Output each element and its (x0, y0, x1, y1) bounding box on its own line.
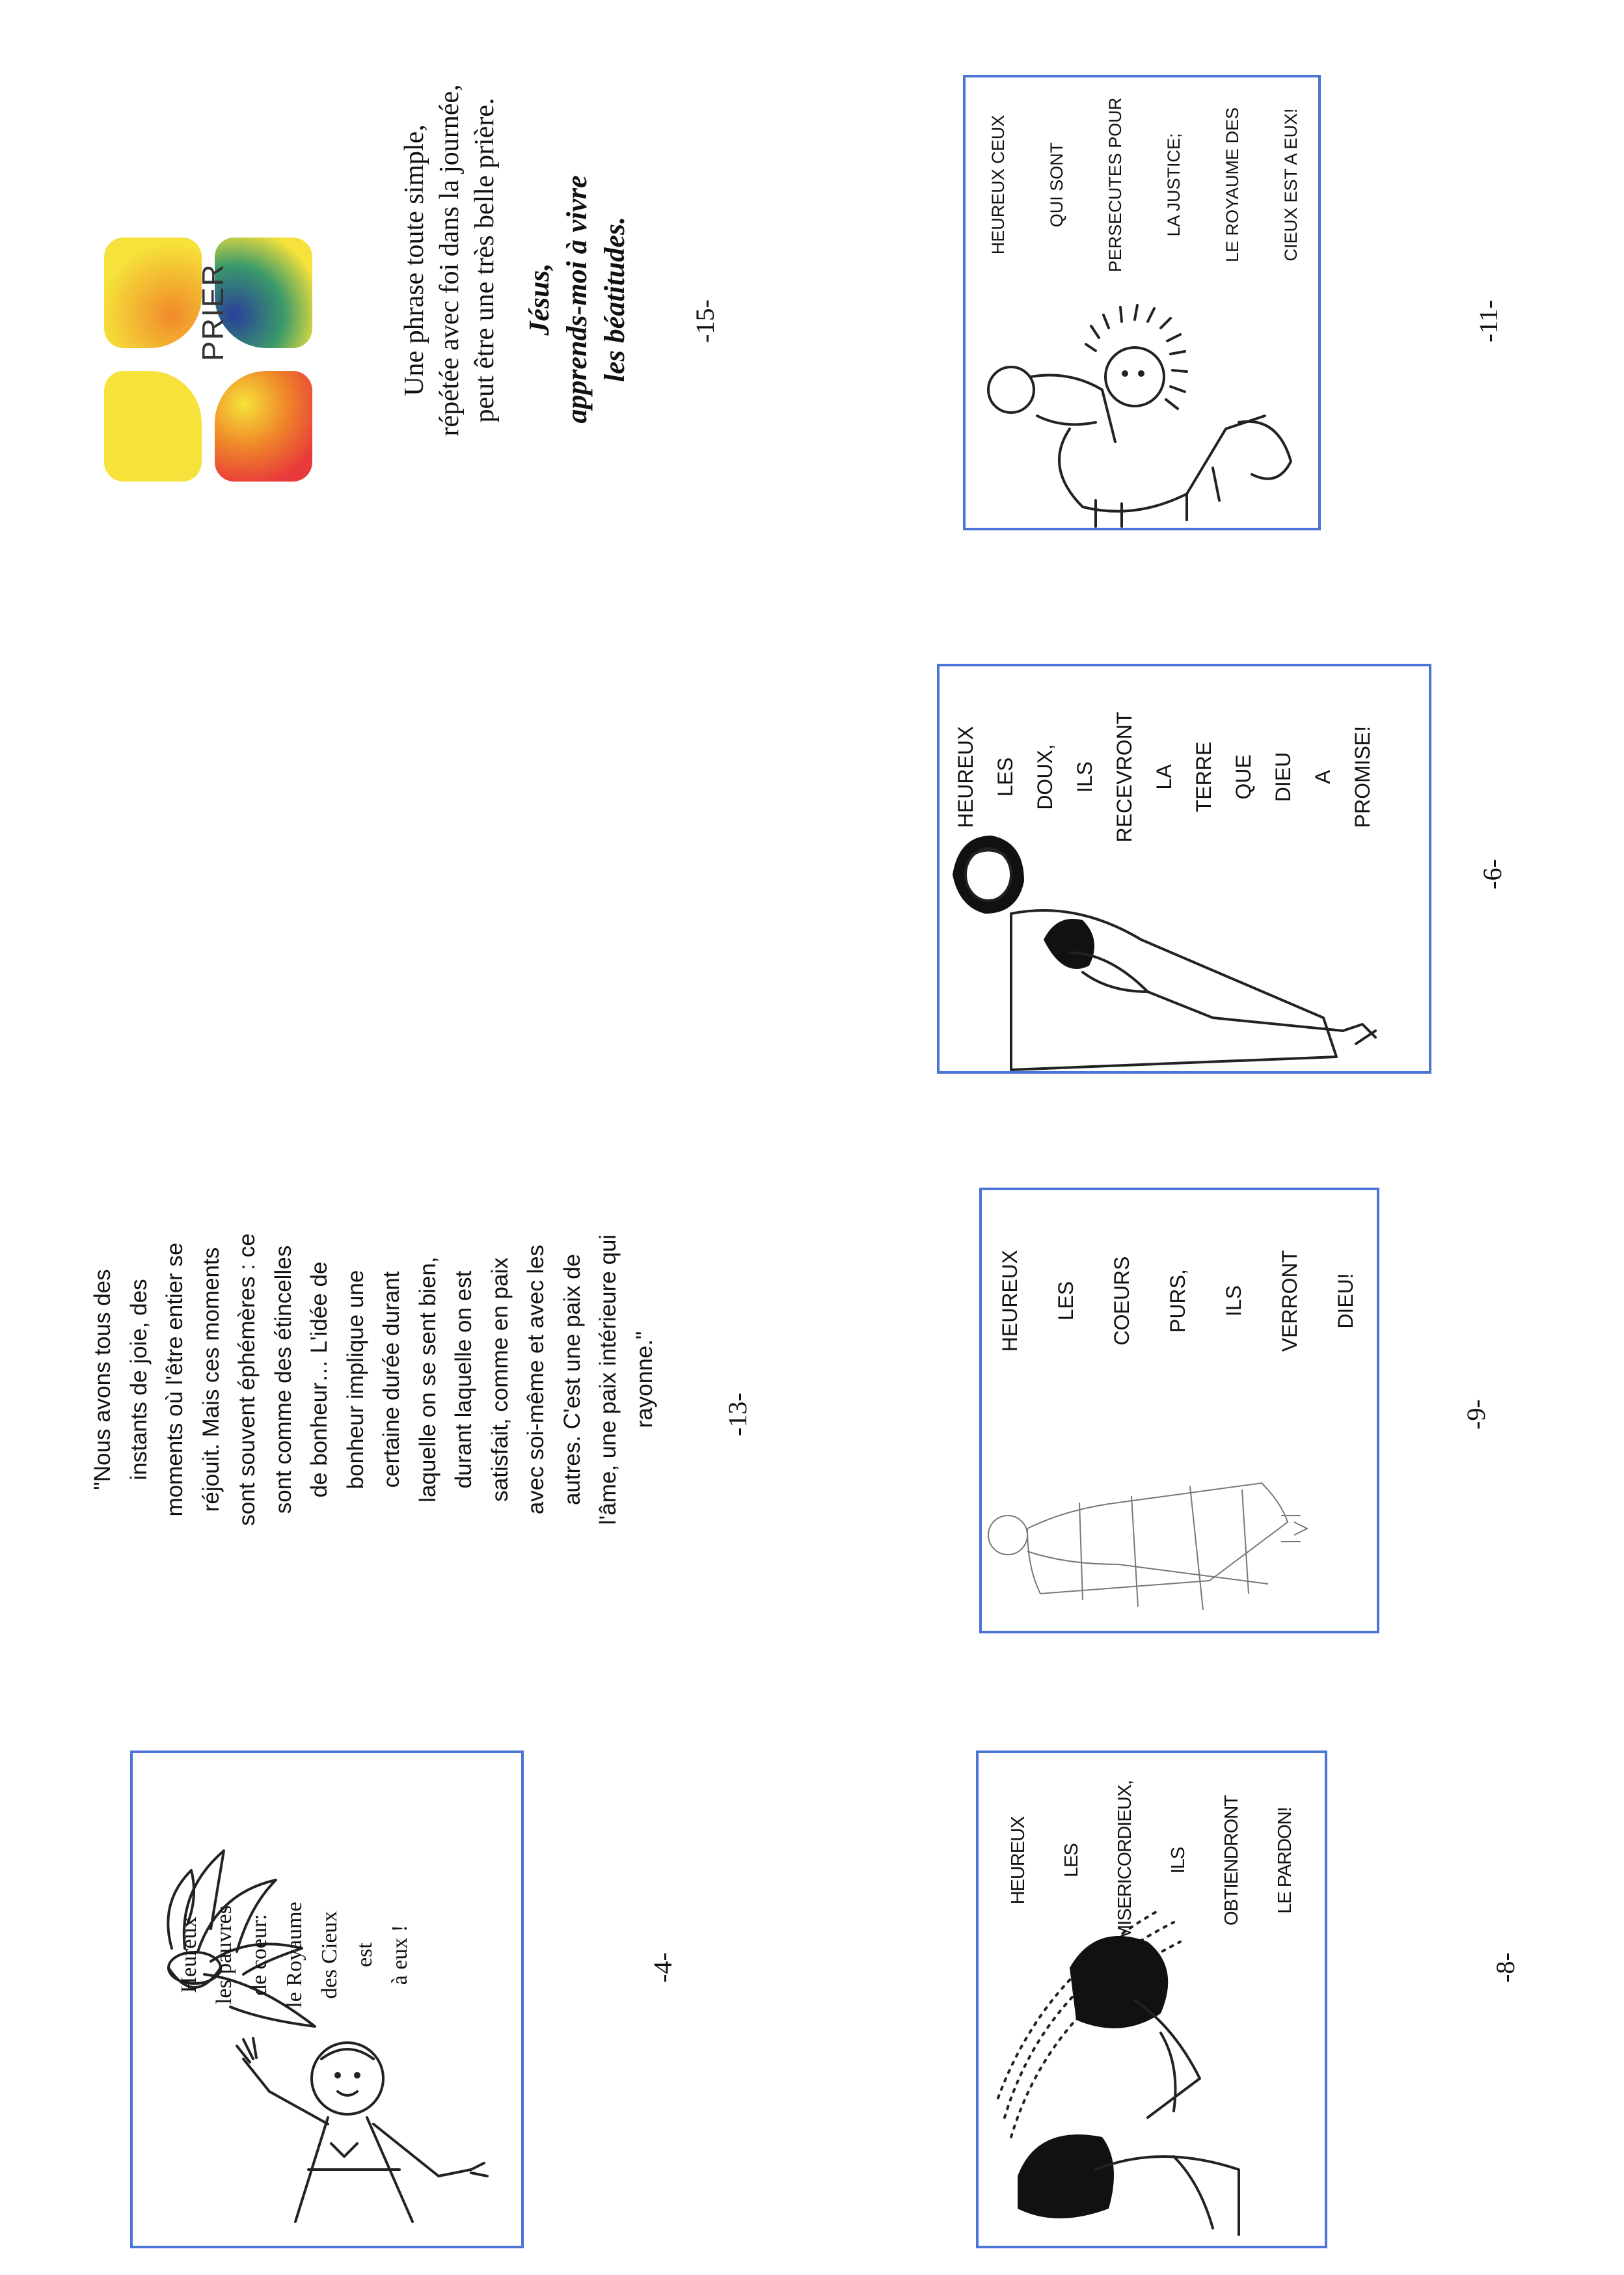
caption-line: HEUREUX (954, 726, 977, 828)
quote-line: réjouit. Mais ces moments (198, 1247, 224, 1512)
prier-line: répétée avec foi dans la journée, (435, 84, 465, 437)
quote-line: sont comme des étincelles (270, 1245, 296, 1514)
quote-line: laquelle on se sent bien, (414, 1257, 440, 1503)
pauvres-caption (172, 1818, 412, 2091)
caption-line: HEUREUX CEUX (988, 115, 1008, 255)
quote-line: durant laquelle on est (451, 1270, 476, 1489)
caption-line: le Royaume (282, 1901, 306, 2008)
caption-line: QUE (1232, 754, 1255, 800)
caption-line: HEUREUX (998, 1249, 1022, 1352)
quote-line: bonheur implique une (342, 1270, 368, 1490)
caption-line: Heureux (177, 1916, 201, 1993)
caption-line: LES (1061, 1844, 1082, 1877)
page-number-9: -9- (1461, 1399, 1491, 1430)
quote-line: l'âme, une paix intérieure qui (595, 1234, 621, 1525)
caption-line: VERRONT (1278, 1249, 1301, 1352)
page-number-8: -8- (1490, 1952, 1520, 1983)
prayer-line: apprends-moi à vivre (561, 175, 593, 424)
prayer-line: les béatitudes. (599, 216, 630, 383)
caption-line: ILS (1222, 1285, 1245, 1317)
caption-line: les pauvres (212, 1905, 236, 2005)
quote-line: instants de joie, des (126, 1279, 152, 1480)
caption-line: LES (994, 757, 1017, 797)
quote-line: rayonne." (631, 1331, 657, 1428)
prier-text (397, 26, 502, 495)
coeurs-purs-caption (982, 1197, 1374, 1405)
caption-line: de coeur: (247, 1914, 271, 1996)
page-number-13: -13- (722, 1393, 752, 1436)
prier-logo-text: PRIER (196, 263, 230, 361)
caption-line: QUI SONT (1047, 142, 1066, 228)
panel-coeurs-purs (979, 1188, 1379, 1633)
quote-line: satisfait, comme en paix (487, 1257, 513, 1502)
panel-pauvres-de-coeur (130, 1751, 524, 2248)
doux-caption (946, 673, 1383, 881)
caption-line: RECEVRONT (1113, 711, 1136, 843)
quote-line: sont souvent éphémères : ce (234, 1233, 260, 1526)
quote-line: certaine durée durant (379, 1271, 404, 1488)
caption-line: HEUREUX (1008, 1816, 1029, 1905)
caption-line: LES (1054, 1281, 1077, 1321)
caption-line: LA (1152, 764, 1176, 790)
caption-line: est (353, 1942, 377, 1967)
caption-line: TERRE (1192, 741, 1215, 813)
caption-line: LE PARDON! (1275, 1807, 1295, 1914)
caption-line: ILS (1168, 1847, 1189, 1874)
caption-line: MISERICORDIEUX, (1115, 1780, 1135, 1941)
prier-logo (104, 238, 312, 482)
quote-line: autres. C'est une paix de (559, 1253, 585, 1506)
prayer-line: Jésus, (523, 263, 555, 336)
prier-line: Une phrase toute simple, (399, 124, 429, 396)
caption-line: CIEUX EST A EUX! (1281, 108, 1301, 262)
caption-line: ILS (1073, 761, 1096, 793)
persecutes-caption (969, 84, 1320, 286)
caption-line: A (1311, 770, 1334, 784)
panel-persecutes (963, 75, 1321, 530)
panel-misericordieux (976, 1751, 1327, 2248)
caption-line: PERSECUTES POUR (1105, 97, 1125, 273)
quote-line: moments où l'être entier se (162, 1242, 187, 1517)
caption-line: à eux ! (388, 1924, 412, 1985)
caption-line: LE ROYAUME DES (1223, 107, 1242, 263)
quote-line: de bonheur… L'idée de (306, 1261, 332, 1498)
caption-line: DIEU! (1334, 1273, 1357, 1329)
caption-line: DOUX, (1033, 744, 1057, 810)
prier-line: peut être une très belle prière. (470, 98, 500, 423)
panel-doux (937, 664, 1431, 1074)
page-number-4: -4- (647, 1952, 677, 1983)
caption-line: PROMISE! (1351, 726, 1374, 828)
caption-line: COEURS (1110, 1256, 1133, 1346)
caption-line: PURS, (1166, 1269, 1189, 1333)
caption-line: des Cieux (318, 1911, 342, 1999)
page-number-6: -6- (1477, 859, 1507, 890)
bonheur-quote (85, 1171, 662, 1588)
prayer-text (521, 156, 634, 443)
quote-line: avec soi-même et avec les (523, 1244, 548, 1515)
misericordieux-caption (992, 1753, 1312, 1968)
caption-line: DIEU (1271, 752, 1295, 802)
page-number-15: -15- (690, 299, 720, 343)
caption-line: OBTIENDRONT (1221, 1795, 1242, 1926)
quote-line: "Nous avons tous des (90, 1269, 115, 1490)
page-number-11: -11- (1474, 299, 1504, 343)
caption-line: LA JUSTICE; (1164, 133, 1184, 237)
